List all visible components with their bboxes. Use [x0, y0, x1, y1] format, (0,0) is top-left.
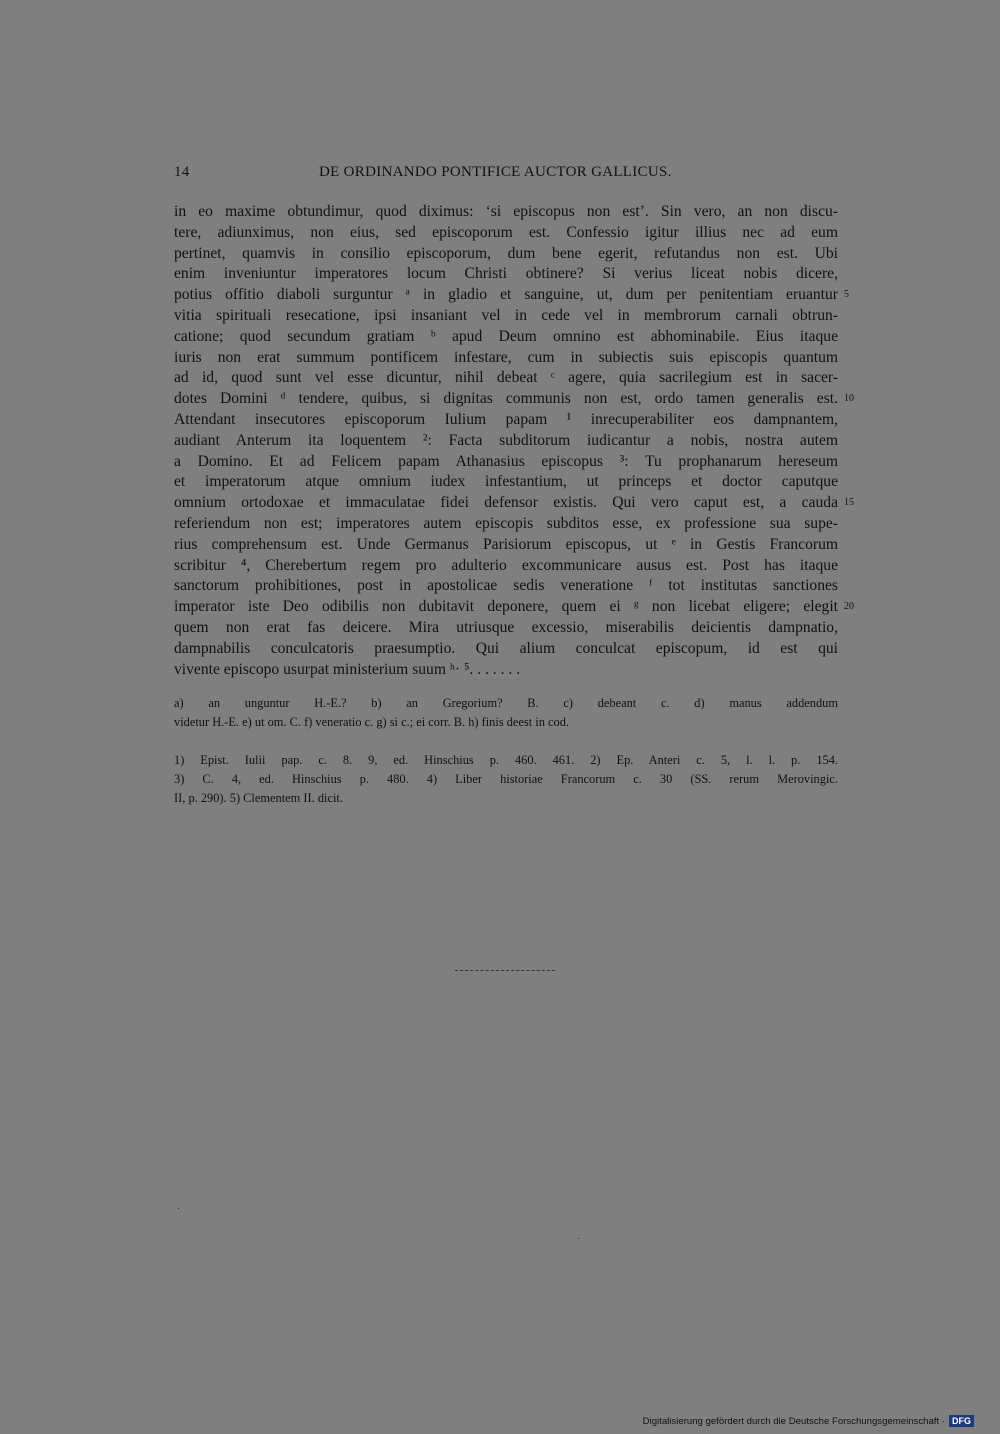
line-number: 15	[844, 497, 854, 509]
text-line	[174, 618, 838, 639]
line-text: vivente episcopo usurpat ministerium suum ʰ· ⁵. . . . . . .	[174, 660, 521, 678]
main-text	[174, 202, 854, 680]
text-line	[174, 410, 838, 431]
text-line	[174, 597, 854, 618]
running-title: DE ORDINANDO PONTIFICE AUCTOR GALLICUS.	[319, 164, 672, 180]
line-text: dotes Domini ᵈ tendere, quibus, si dignitas communis non est, ordo tamen generalis est.	[174, 390, 838, 408]
text-line	[174, 514, 838, 535]
line-text: scribitur ⁴, Cherebertum regem pro adulterio excommunicare ausus est. Post has itaque	[174, 556, 838, 574]
line-text: imperator iste Deo odibilis non dubitavit deponere, quem ei ᵍ non licebat eligere; elegit	[174, 598, 838, 616]
line-text: a Domino. Et ad Felicem papam Athanasius episcopus ³: Tu prophanarum hereseum	[174, 452, 838, 470]
source-footnotes	[174, 751, 838, 808]
line-number: 20	[844, 601, 854, 613]
text-line	[174, 660, 838, 681]
text-line	[174, 306, 838, 327]
text-line	[174, 493, 854, 514]
credit-text: Digitalisierung gefördert durch die Deutsche Forschungsgemeinschaft ·	[642, 1415, 945, 1427]
text-line	[174, 389, 854, 410]
speck	[178, 1208, 179, 1209]
text-line	[174, 202, 838, 223]
text-line	[174, 452, 838, 473]
line-number: 5	[844, 289, 849, 301]
text-line	[174, 348, 838, 369]
line-text: catione; quod secundum gratiam ᵇ apud Deum omnino est abhominabile. Eius itaque	[174, 327, 838, 345]
line-text: ad id, quod sunt vel esse dicuntur, nihil debeat ᶜ agere, quia sacrilegium est in sacer-	[174, 369, 838, 387]
footnote-line: videtur H.-E. e) ut om. C. f) veneratio c. g) si c.; ei corr. B. h) finis deest in cod.	[174, 715, 570, 729]
text-line	[174, 556, 838, 577]
text-line	[174, 431, 838, 452]
text-line	[174, 285, 849, 306]
page-number: 14	[174, 164, 190, 180]
line-text: tere, adiunximus, non eius, sed episcoporum est. Confessio igitur illius nec ad eum	[174, 223, 838, 241]
text-line	[174, 639, 838, 660]
line-text: et imperatorum atque omnium iudex infestantium, ut princeps et doctor caputque	[174, 473, 838, 491]
speck	[578, 1238, 579, 1239]
text-line	[174, 327, 838, 348]
line-text: audiant Anterum ita loquentem ²: Facta subditorum iudicantur a nobis, nostra autem	[174, 431, 838, 449]
line-text: referiendum non est; imperatores autem episcopis subditos esse, ex professione sua supe-	[174, 514, 838, 532]
text-line	[174, 264, 838, 285]
line-text: pertinet, quamvis in consilio episcoporum, dum bene egerit, refutandus non est. Ubi	[174, 244, 838, 262]
text-line	[174, 576, 838, 597]
line-number: 10	[844, 393, 854, 405]
page-header	[174, 164, 838, 184]
text-line	[174, 244, 838, 265]
footnote-line: II, p. 290). 5) Clementem II. dicit.	[174, 791, 343, 805]
line-text: rius comprehensum est. Unde Germanus Parisiorum episcopus, ut ᵉ in Gestis Francorum	[174, 535, 838, 553]
footnote-line: 1) Epist. Iulii pap. c. 8. 9, ed. Hinschius p. 460. 461. 2) Ep. Anteri c. 5, l. l. p. 154.	[174, 753, 838, 767]
line-text: Attendant insecutores episcoporum Iulium papam ¹ inrecuperabiliter eos dampnantem,	[174, 410, 838, 428]
line-text: dampnabilis conculcatoris praesumptio. Qui alium conculcat episcopum, id est qui	[174, 639, 838, 657]
line-text: enim inveniuntur imperatores locum Christi obtinere? Si verius liceat nobis dicere,	[174, 265, 838, 283]
line-text: omnium ortodoxae et immaculatae fidei defensor existis. Qui vero caput est, a cauda	[174, 494, 838, 512]
line-text: sanctorum prohibitiones, post in apostolicae sedis veneratione ᶠ tot institutas sanctiones	[174, 577, 838, 595]
text-line	[174, 472, 838, 493]
line-text: quem non erat fas deicere. Mira utriusque excessio, miserabilis deicientis dampnatio,	[174, 618, 838, 636]
footnote-line: 3) C. 4, ed. Hinschius p. 480. 4) Liber historiae Francorum c. 30 (SS. rerum Merovingic.	[174, 772, 838, 786]
line-text: in eo maxime obtundimur, quod diximus: ‘si episcopus non est’. Sin vero, an non discu-	[174, 203, 838, 220]
end-rule	[455, 970, 555, 971]
text-line	[174, 223, 838, 244]
text-line	[174, 535, 838, 556]
dfg-logo: DFG	[949, 1415, 974, 1427]
line-text: vitia spirituali resecatione, ipsi insaniant vel in cede vel in membrorum carnali obtrun-	[174, 306, 838, 324]
text-line	[174, 368, 838, 389]
line-text: iuris non erat summum pontificem infestare, cum in subiectis suis episcopis quantum	[174, 348, 838, 366]
critical-apparatus	[174, 694, 838, 732]
footnote-line: a) an unguntur H.-E.? b) an Gregorium? B. c) debeant c. d) manus addendum	[174, 696, 838, 710]
digitization-credit	[643, 1414, 974, 1428]
line-text: potius offitio diaboli surguntur ᵃ in gladio et sanguine, ut, dum per penitentiam eruantur	[174, 286, 838, 304]
